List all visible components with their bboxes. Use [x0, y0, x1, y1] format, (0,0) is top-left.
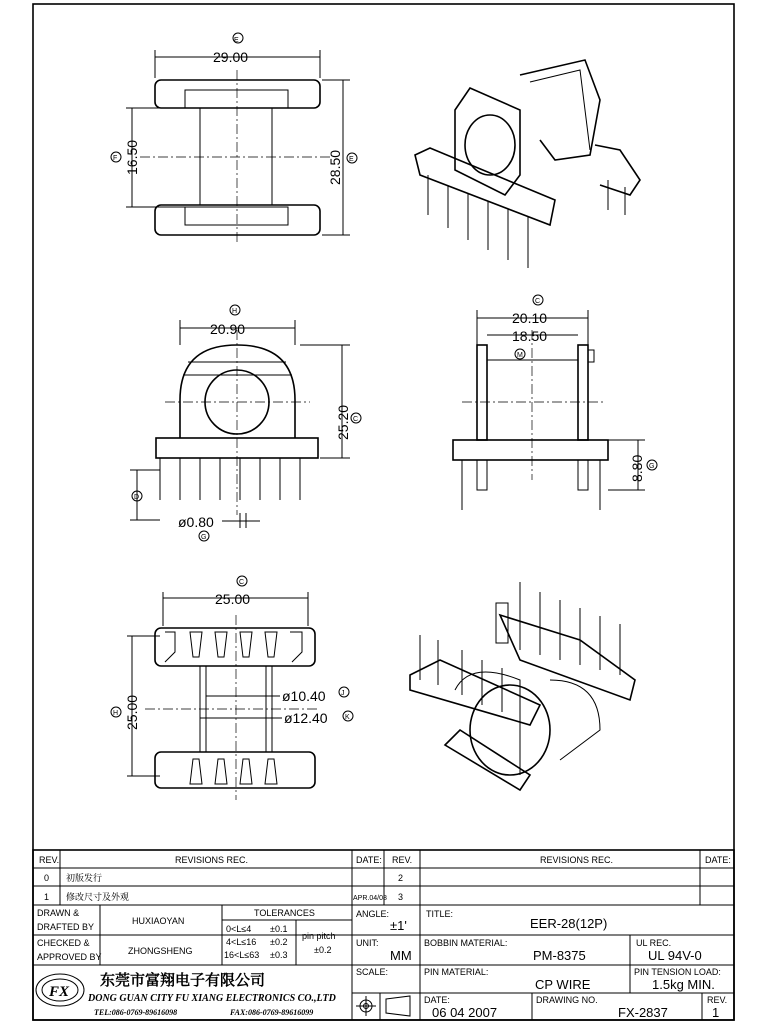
top-width-balloon: E: [234, 37, 239, 44]
company-fax: FAX:086-0769-89616099: [230, 1008, 314, 1017]
side-height-dim: 8.80: [629, 454, 645, 482]
rev-row-1-date: APR.04/08: [353, 895, 387, 902]
date-header-2: DATE:: [705, 855, 731, 865]
pin-tension-label: PIN TENSION LOAD:: [634, 967, 721, 977]
date-header: DATE:: [356, 855, 382, 865]
bottom-width-dim: 25.00: [215, 591, 251, 607]
rev-row-0-rev2: 2: [398, 873, 404, 883]
rev-row-0: 0: [44, 873, 50, 883]
iso-view-bottom: [410, 582, 635, 790]
rev-label: REV.: [707, 995, 728, 1005]
ul-rec-label: UL REC.: [636, 938, 672, 948]
scale-label: SCALE:: [356, 967, 389, 977]
side-outer-dim: 20.10: [512, 310, 548, 326]
rev-header-2: REV.: [392, 855, 413, 865]
drawing-no-label: DRAWING NO.: [536, 995, 598, 1005]
company-name-cn: 东莞市富翔电子有限公司: [100, 971, 266, 989]
tol-range-2: 16<L≤63: [224, 950, 260, 960]
side-view: [453, 295, 657, 510]
bottom-width-balloon: C: [239, 579, 245, 586]
tol-value-1: ±0.2: [270, 937, 288, 947]
bottom-height-balloon: H: [113, 710, 119, 717]
bottom-core-outer-dim: ø12.40: [284, 710, 328, 726]
ul-rec-value: UL 94V-0: [648, 948, 702, 963]
rev-row-0-text: 初版发行: [66, 873, 103, 883]
title-value: EER-28(12P): [530, 916, 608, 931]
front-view: [130, 305, 361, 541]
logo-text: FX: [49, 984, 70, 1000]
revisions-header: REVISIONS REC.: [175, 855, 249, 865]
front-height-dim: 25.20: [335, 404, 351, 440]
front-pin-dim: ø0.80: [178, 514, 214, 530]
drafted-label: DRAFTED BY: [37, 922, 95, 932]
side-outer-balloon: C: [535, 298, 541, 305]
side-inner-dim: 18.50: [512, 328, 548, 344]
bottom-core-inner-balloon: J: [341, 690, 345, 697]
rev-row-1-rev2: 3: [398, 892, 404, 902]
rev-row-1: 1: [44, 892, 50, 902]
drawn-by: HUXIAOYAN: [132, 916, 185, 926]
side-inner-balloon: M: [517, 352, 523, 359]
unit-value: MM: [390, 948, 412, 963]
pin-material-value: CP WIRE: [535, 977, 591, 992]
pin-material-label: PIN MATERIAL:: [424, 967, 489, 977]
projection-symbol-icon: [356, 996, 410, 1016]
rev-row-1-text: 修改尺寸及外观: [66, 892, 130, 902]
unit-label: UNIT:: [356, 938, 379, 948]
top-inner-height-dim: 16.50: [124, 139, 140, 175]
angle-label: ANGLE:: [356, 909, 390, 919]
pin-tension-value: 1.5kg MIN.: [652, 977, 715, 992]
drawn-label: DRAWN &: [37, 908, 80, 918]
front-pinlen-balloon: D: [134, 494, 140, 501]
side-height-balloon: G: [649, 463, 655, 470]
iso-view-top: [415, 60, 640, 268]
checked-by: ZHONGSHENG: [128, 946, 193, 956]
pin-pitch-value: ±0.2: [314, 945, 332, 955]
tol-range-0: 0<L≤4: [226, 924, 252, 934]
bobbin-material-value: PM-8375: [533, 948, 586, 963]
top-view: [111, 33, 357, 245]
company-logo: [36, 974, 84, 1006]
top-inner-balloon: F: [113, 155, 118, 162]
bottom-view: [111, 576, 353, 800]
company-name-en: DONG GUAN CITY FU XIANG ELECTRONICS CO.,LTD: [88, 993, 336, 1004]
top-outer-balloon: E: [349, 156, 354, 163]
tolerances-title: TOLERANCES: [254, 908, 315, 918]
bottom-height-dim: 25.00: [124, 694, 140, 730]
company-tel: TEL:086-0769-89616098: [94, 1008, 178, 1017]
drawing-no-value: FX-2837: [618, 1005, 668, 1020]
front-width-balloon: H: [232, 308, 238, 315]
front-pin-balloon: G: [201, 534, 207, 541]
revisions-header-2: REVISIONS REC.: [540, 855, 614, 865]
angle-value: ±1': [390, 918, 407, 933]
top-width-dim: 29.00: [213, 49, 249, 65]
date-label: DATE:: [424, 995, 450, 1005]
bottom-core-outer-balloon: K: [345, 714, 350, 721]
title-block: [33, 850, 734, 1020]
pin-pitch-label: pin pitch: [302, 931, 336, 941]
tol-value-0: ±0.1: [270, 924, 288, 934]
approved-label: APPROVED BY: [37, 952, 102, 962]
tol-value-2: ±0.3: [270, 950, 288, 960]
front-width-dim: 20.90: [210, 321, 246, 337]
date-value: 06 04 2007: [432, 1005, 498, 1020]
front-height-balloon: C: [353, 416, 359, 423]
top-outer-height-dim: 28.50: [327, 149, 343, 185]
bobbin-material-label: BOBBIN MATERIAL:: [424, 938, 508, 948]
rev-header: REV.: [39, 855, 60, 865]
tol-range-1: 4<L≤16: [226, 937, 257, 947]
bottom-core-inner-dim: ø10.40: [282, 688, 326, 704]
checked-label: CHECKED &: [37, 938, 90, 948]
rev-value: 1: [712, 1005, 720, 1020]
title-label: TITLE:: [426, 909, 454, 919]
